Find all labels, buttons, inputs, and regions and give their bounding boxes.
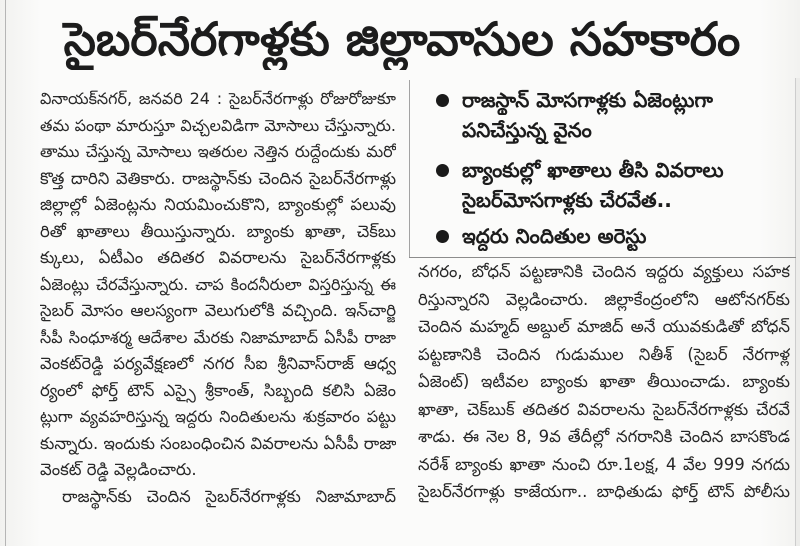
right-column-line: ఏజెంట్) ఇటీవల బ్యాంకు ఖాతా తీయించాడు. బ్యాంకు (418, 372, 790, 391)
left-column-line: కొత్త దారిని వెతికారు. రాజస్థాన్‌కు చెందిన సైబర్‌నేరగాళ్లు (40, 168, 396, 188)
left-column-line: ర్యంలో ఫోర్త్ టౌన్ ఎస్సై శ్రీకాంత్, సిబ్బంది కలిసి ఏజెం (40, 380, 396, 400)
left-column-line: వెంకట్‌రెడ్డి పర్యవేక్షణలో నగర సీఐ శ్రీనివాస్‌రాజ్ ఆధ్వ (40, 354, 396, 373)
bullet-icon (436, 230, 449, 243)
left-column-line: తమ పంథా మారుస్తూ విచ్చలవిడిగా మోసాలు చేస్తున్నారు. (40, 115, 396, 135)
bullet-icon (436, 94, 449, 107)
right-column-line: రిస్తున్నారని వెల్లడించారు. జిల్లాకేంద్రంలోని ఆటోనగర్‌కు (418, 289, 790, 309)
right-column-line: సైబర్‌నేరగాళ్లు కాజేయగా.. బాధితుడు ఫోర్త్ టౌన్ పోలీసు (418, 482, 790, 501)
right-column-line: చెందిన మహ్మద్ అబ్దుల్ మాజిద్ అనే యువకుడితో బోధన్ (418, 317, 790, 336)
left-column-line: వినాయక్‌నగర్, జనవరి 24 : సైబర్‌నేరగాళ్లు రోజురోజుకూ (40, 89, 396, 108)
left-column-line: ఏజెంట్లు చేరవేస్తున్నారు. చాప కిందనీరులా విస్తరిస్తున్న ఈ (40, 274, 396, 294)
left-column-line: సైబర్ మోసం ఆలస్యంగా వెలుగులోకి వచ్చింది. ఇన్‌చార్జి (40, 301, 396, 320)
highlights-box (410, 80, 795, 257)
right-column-line: నరేశ్ బ్యాంకు ఖాతా నుంచి రూ.1లక్ష, 4 వేల 999 నగదు (418, 454, 790, 474)
right-column (418, 258, 790, 506)
left-column-line: రితో ఖాతాలు తీయిస్తున్నారు. బ్యాంకు ఖాతా, చెక్‌బు (40, 221, 396, 241)
right-column-line: పట్టణానికి చెందిన గుడుముల నితీశ్ (సైబర్ నేరగాళ్ల (418, 344, 790, 364)
highlight-line: బ్యాంకుల్లో ఖాతాలు తీసి వివరాలు (462, 158, 724, 182)
page-border-left (5, 0, 6, 546)
right-column-line: శాడు. ఈ నెల 8, 9వ తేదీల్లో నగరానికి చెందిన బాసకొండ (418, 427, 790, 446)
highlight-line: రాజస్థాన్ మోసగాళ్లకు ఏజెంట్లుగా (462, 88, 713, 112)
left-column-line: సీపీ సింధూశర్మ ఆదేశాల మేరకు నిజామాబాద్ ఏసీపీ రాజా (40, 327, 396, 347)
adjacent-column-strip (796, 78, 800, 546)
left-column-line: జిల్లాల్లో ఏజెంట్లను నియమించుకొని, బ్యాంకుల్లో పలువు (40, 195, 396, 214)
bullet-icon (436, 164, 449, 177)
left-column-line: ట్లుగా వ్యవహరిస్తున్న ఇద్దరు నిందితులను శుక్రవారం పట్టు (40, 407, 396, 426)
left-column-line: క్కులు, ఏటీఎం తదితర వివరాలను సైబర్‌నేరగాళ్లకు (40, 248, 396, 267)
right-column-line: ఖాతా, చెక్‌బుక్ తదితర వివరాలను సైబర్‌నేరగాళ్లకు చేరవే (418, 399, 790, 419)
left-column-line: తాము చేస్తున్న మోసాలు ఇతరుల నెత్తిన రుద్దేందుకు మరో (40, 142, 396, 161)
highlight-line: పనిచేస్తున్న వైనం (462, 118, 592, 142)
left-column (40, 86, 396, 510)
right-column-line: నగరం, బోధన్ పట్టణానికి చెందిన ఇద్దరు వ్యక్తులు సహక (418, 262, 790, 281)
headline: సైబర్‌నేరగాళ్లకు జిల్లావాసుల సహకారం (63, 12, 741, 66)
highlight-line: సైబర్‌మోసగాళ్లకు చేరవేత.. (462, 188, 672, 212)
highlight-line: ఇద్దరు నిందితుల అరెస్టు (462, 224, 647, 248)
adjacent-column-edge (795, 78, 796, 546)
left-column-line: కున్నారు. ఇందుకు సంబంధించిన వివరాలను ఏసీపీ రాజా (40, 433, 396, 453)
paragraph-start-line: రాజస్థాన్‌కు చెందిన సైబర్‌నేరగాళ్లకు నిజామాబాద్ (62, 486, 396, 506)
left-column-line: వెంకట్ రెడ్డి వెల్లడించారు. (40, 460, 197, 479)
